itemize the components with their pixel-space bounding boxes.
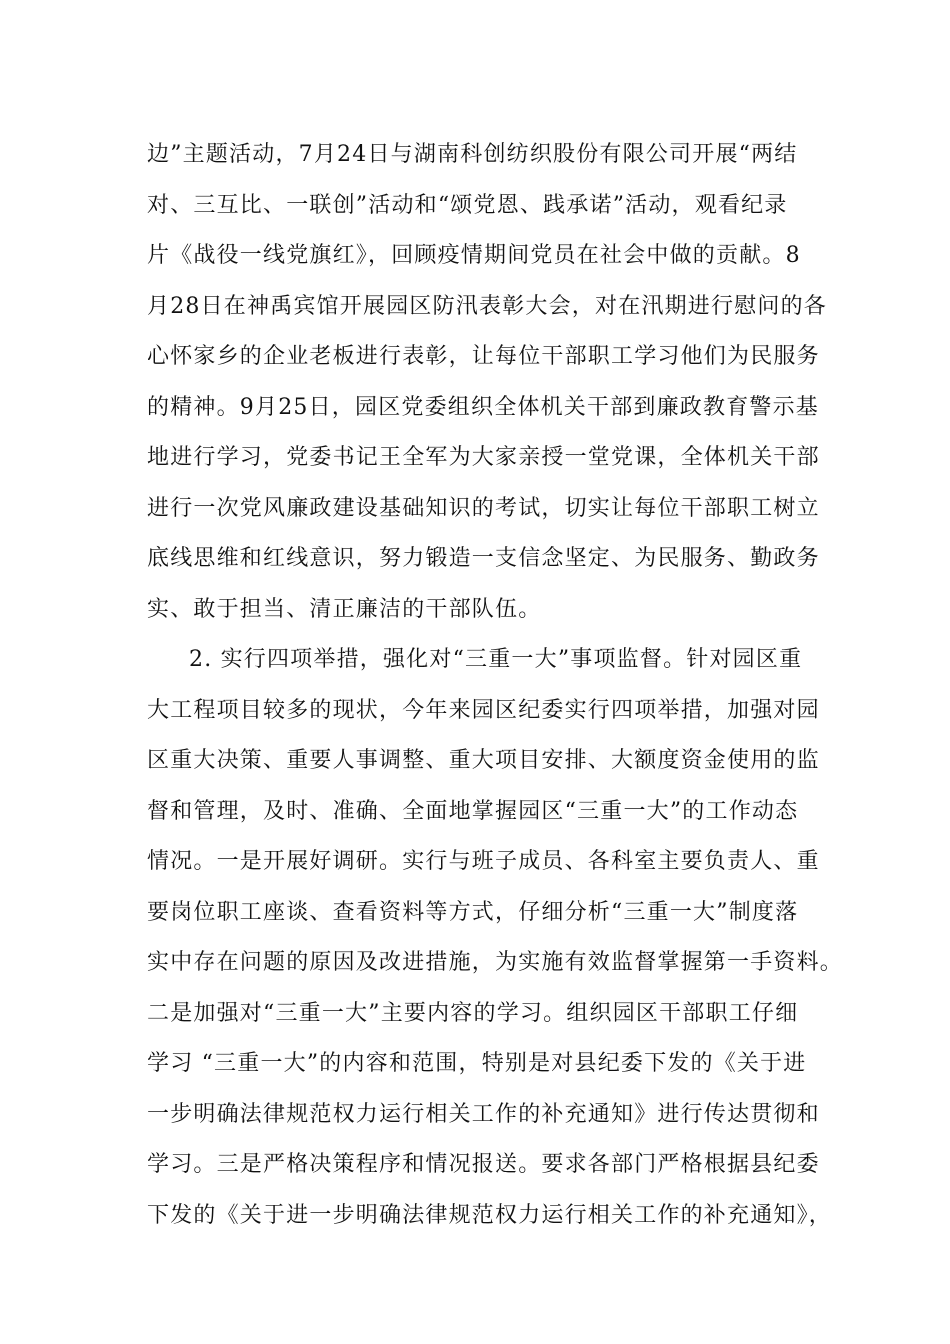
text-line-18: 二是加强对“三重一大”主要内容的学习。组织园区干部职工仔细 — [147, 1000, 799, 1026]
text-line-1: 边”主题活动，7月24日与湖南科创纺织股份有限公司开展“两结 — [147, 142, 798, 167]
text-line-20: 一步明确法律规范权力运行相关工作的补充通知》进行传达贯彻和 — [147, 1101, 820, 1127]
paragraph-2-first-line: 2. 实行四项举措，强化对“三重一大”事项监督。针对园区重 — [189, 647, 803, 672]
body-text — [147, 130, 844, 1241]
text-line-9: 底线思维和红线意识，努力锻造一支信念坚定、为民服务、勤政务 — [147, 546, 820, 571]
text-line-7: 地进行学习，党委书记王全军为大家亲授一堂党课，全体机关干部 — [147, 445, 820, 470]
text-line-10: 实、敢于担当、清正廉洁的干部队伍。 — [147, 596, 542, 622]
text-line-22: 下发的《关于进一步明确法律规范权力运行相关工作的补充通知》， — [147, 1202, 833, 1228]
text-line-8: 进行一次党风廉政建设基础知识的考试，切实让每位干部职工树立 — [147, 495, 820, 521]
text-line-13: 区重大决策、重要人事调整、重大项目安排、大额度资金使用的监 — [147, 748, 820, 773]
text-line-21: 学习。三是严格决策程序和情况报送。要求各部门严格根据县纪委 — [147, 1152, 820, 1177]
text-line-15: 情况。一是开展好调研。实行与班子成员、各科室主要负责人、重 — [147, 849, 820, 874]
text-line-2: 对、三互比、一联创”活动和“颂党恩、践承诺”活动，观看纪录 — [147, 192, 788, 218]
text-line-14: 督和管理，及时、准确、全面地掌握园区“三重一大”的工作动态 — [147, 798, 799, 824]
text-line-6: 的精神。9月25日，园区党委组织全体机关干部到廉政教育警示基 — [147, 394, 819, 420]
text-line-12: 大工程项目较多的现状，今年来园区纪委实行四项举措，加强对园 — [147, 697, 820, 723]
text-line-5: 心怀家乡的企业老板进行表彰，让每位干部职工学习他们为民服务 — [147, 344, 820, 369]
text-line-19: 学习 “三重一大”的内容和范围，特别是对县纪委下发的《关于进 — [147, 1051, 807, 1076]
text-line-3: 片《战役一线党旗红》，回顾疫情期间党员在社会中做的贡献。8 — [147, 243, 801, 268]
text-line-4: 月28日在神禹宾馆开展园区防汛表彰大会，对在汛期进行慰问的各 — [147, 293, 827, 319]
text-line-17: 实中存在问题的原因及改进措施，为实施有效监督掌握第一手资料。 — [147, 950, 844, 975]
text-line-16: 要岗位职工座谈、查看资料等方式，仔细分析“三重一大”制度落 — [147, 899, 799, 925]
